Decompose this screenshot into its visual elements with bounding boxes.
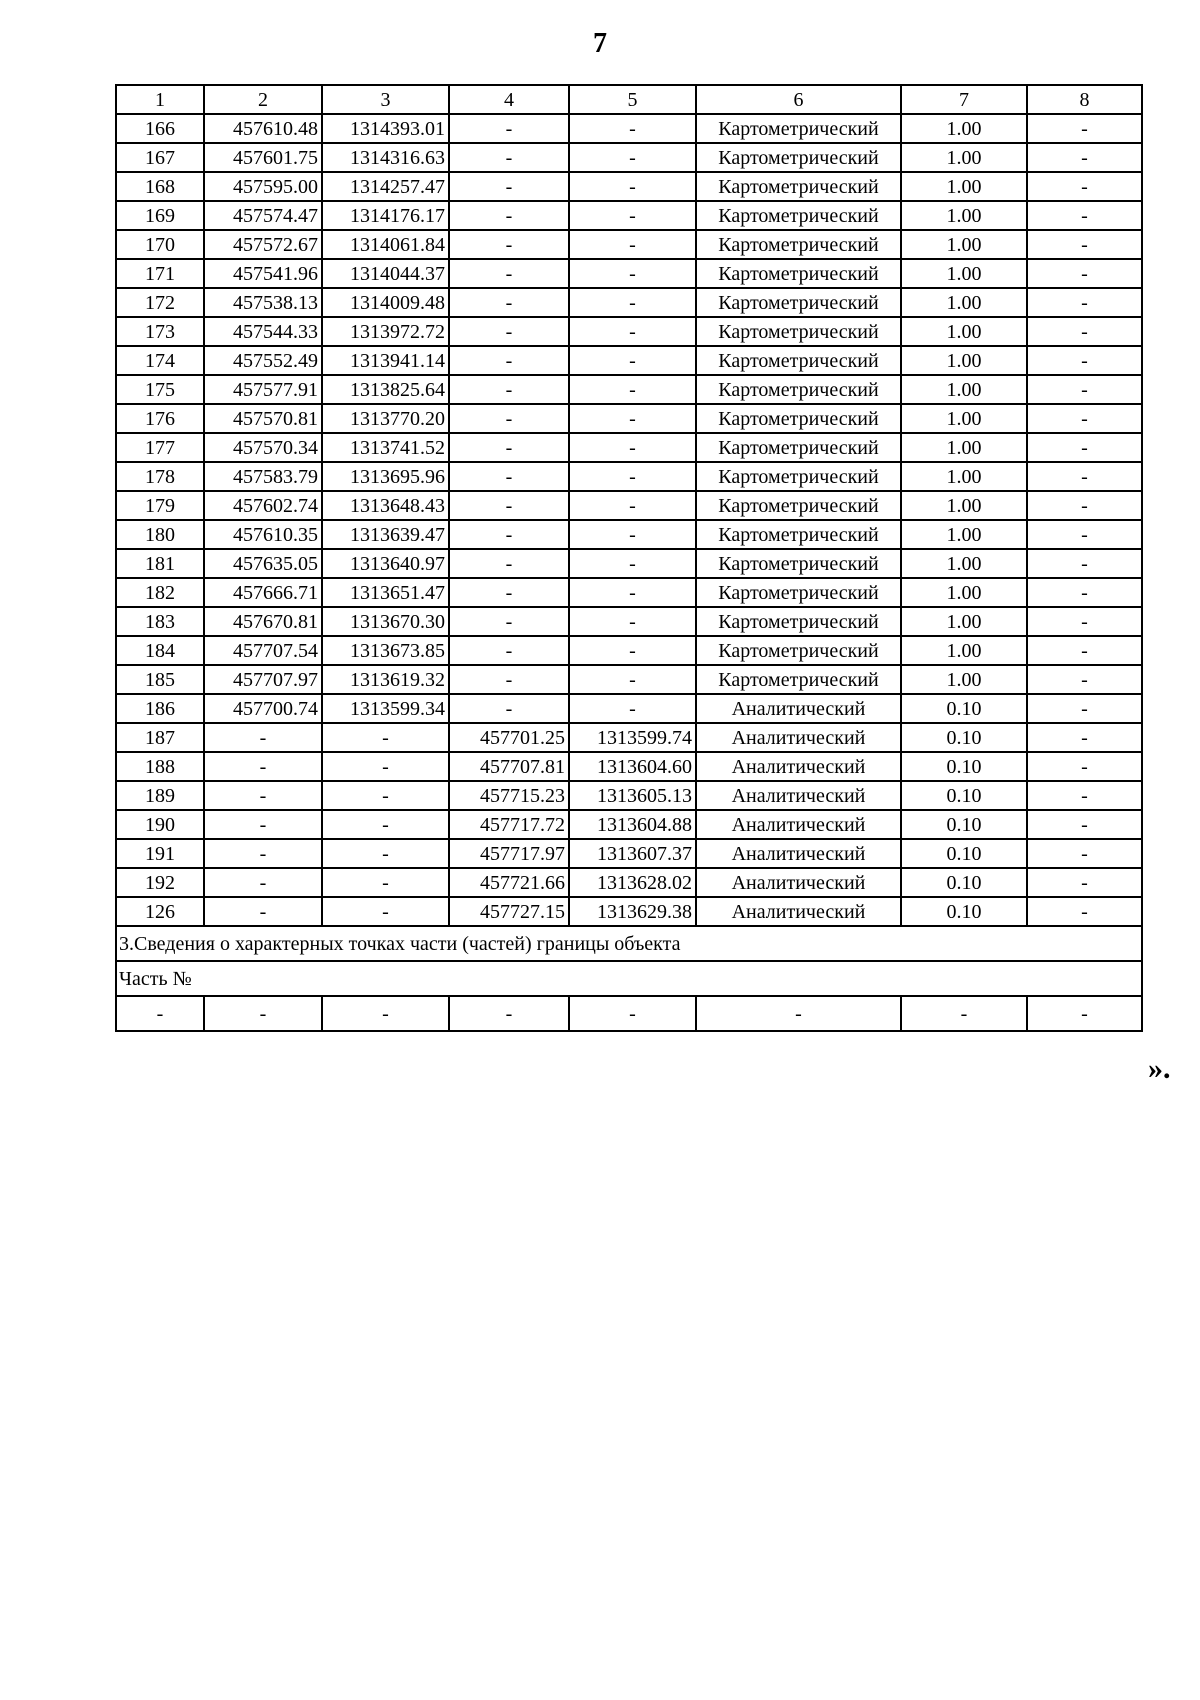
table-row [116, 868, 1142, 897]
method-cell: Аналитический [696, 781, 901, 810]
new-y-cell: - [569, 375, 696, 404]
point-number-cell: 168 [116, 172, 204, 201]
method-cell: Картометрический [696, 230, 901, 259]
accuracy-cell: 0.10 [901, 897, 1027, 926]
method-cell: Картометрический [696, 607, 901, 636]
existing-x-cell: 457595.00 [204, 172, 322, 201]
description-cell: - [1027, 723, 1142, 752]
empty-cell: - [1027, 996, 1142, 1031]
new-y-cell: 1313599.74 [569, 723, 696, 752]
accuracy-cell: 1.00 [901, 172, 1027, 201]
empty-part-row [116, 996, 1142, 1031]
accuracy-cell: 1.00 [901, 288, 1027, 317]
existing-y-cell: 1313640.97 [322, 549, 449, 578]
point-number-cell: 170 [116, 230, 204, 259]
existing-x-cell: 457570.34 [204, 433, 322, 462]
description-cell: - [1027, 114, 1142, 143]
existing-x-cell: - [204, 868, 322, 897]
description-cell: - [1027, 201, 1142, 230]
new-y-cell: - [569, 230, 696, 259]
existing-y-cell: 1314393.01 [322, 114, 449, 143]
existing-x-cell: - [204, 810, 322, 839]
existing-x-cell: 457541.96 [204, 259, 322, 288]
new-y-cell: - [569, 404, 696, 433]
accuracy-cell: 0.10 [901, 752, 1027, 781]
coordinates-table-container [115, 84, 1143, 1032]
new-x-cell: - [449, 201, 569, 230]
existing-x-cell: 457700.74 [204, 694, 322, 723]
existing-x-cell: 457574.47 [204, 201, 322, 230]
existing-y-cell: 1314176.17 [322, 201, 449, 230]
point-number-cell: 171 [116, 259, 204, 288]
method-cell: Картометрический [696, 665, 901, 694]
description-cell: - [1027, 868, 1142, 897]
accuracy-cell: 1.00 [901, 143, 1027, 172]
new-x-cell: - [449, 404, 569, 433]
existing-y-cell: 1314009.48 [322, 288, 449, 317]
method-cell: Картометрический [696, 259, 901, 288]
accuracy-cell: 1.00 [901, 665, 1027, 694]
existing-x-cell: - [204, 723, 322, 752]
part-label-row [116, 961, 1142, 996]
new-y-cell: - [569, 520, 696, 549]
point-number-cell: 175 [116, 375, 204, 404]
existing-x-cell: - [204, 752, 322, 781]
point-number-cell: 186 [116, 694, 204, 723]
new-x-cell: - [449, 288, 569, 317]
method-cell: Картометрический [696, 404, 901, 433]
description-cell: - [1027, 259, 1142, 288]
new-x-cell: - [449, 578, 569, 607]
new-y-cell: - [569, 317, 696, 346]
existing-x-cell: - [204, 839, 322, 868]
table-row [116, 259, 1142, 288]
existing-x-cell: 457635.05 [204, 549, 322, 578]
accuracy-cell: 1.00 [901, 317, 1027, 346]
point-number-cell: 188 [116, 752, 204, 781]
new-y-cell: - [569, 114, 696, 143]
method-cell: Картометрический [696, 201, 901, 230]
existing-x-cell: - [204, 897, 322, 926]
new-x-cell: - [449, 114, 569, 143]
coordinates-table [115, 84, 1143, 1032]
new-y-cell: 1313607.37 [569, 839, 696, 868]
new-x-cell: 457707.81 [449, 752, 569, 781]
existing-y-cell: 1314061.84 [322, 230, 449, 259]
column-header: 4 [449, 85, 569, 114]
point-number-cell: 181 [116, 549, 204, 578]
new-y-cell: - [569, 491, 696, 520]
point-number-cell: 126 [116, 897, 204, 926]
point-number-cell: 185 [116, 665, 204, 694]
new-x-cell: - [449, 549, 569, 578]
new-y-cell: - [569, 636, 696, 665]
accuracy-cell: 1.00 [901, 636, 1027, 665]
new-x-cell: - [449, 607, 569, 636]
description-cell: - [1027, 172, 1142, 201]
table-body [116, 85, 1142, 1031]
table-row [116, 607, 1142, 636]
point-number-cell: 187 [116, 723, 204, 752]
table-row [116, 201, 1142, 230]
empty-cell: - [569, 996, 696, 1031]
accuracy-cell: 1.00 [901, 607, 1027, 636]
existing-y-cell: 1313670.30 [322, 607, 449, 636]
new-y-cell: - [569, 462, 696, 491]
table-row [116, 520, 1142, 549]
existing-y-cell: 1314044.37 [322, 259, 449, 288]
accuracy-cell: 1.00 [901, 433, 1027, 462]
table-row [116, 346, 1142, 375]
new-x-cell: 457721.66 [449, 868, 569, 897]
new-x-cell: - [449, 433, 569, 462]
part-label: Часть № [116, 961, 1142, 996]
existing-x-cell: 457707.54 [204, 636, 322, 665]
new-x-cell: - [449, 665, 569, 694]
description-cell: - [1027, 781, 1142, 810]
description-cell: - [1027, 694, 1142, 723]
accuracy-cell: 0.10 [901, 694, 1027, 723]
description-cell: - [1027, 375, 1142, 404]
accuracy-cell: 0.10 [901, 810, 1027, 839]
new-x-cell: - [449, 694, 569, 723]
table-row [116, 491, 1142, 520]
new-x-cell: - [449, 259, 569, 288]
method-cell: Картометрический [696, 520, 901, 549]
existing-x-cell: 457577.91 [204, 375, 322, 404]
section-title-row [116, 926, 1142, 961]
new-x-cell: - [449, 520, 569, 549]
new-x-cell: - [449, 230, 569, 259]
table-row [116, 578, 1142, 607]
method-cell: Картометрический [696, 317, 901, 346]
description-cell: - [1027, 578, 1142, 607]
table-row [116, 375, 1142, 404]
new-x-cell: 457715.23 [449, 781, 569, 810]
existing-y-cell: 1313673.85 [322, 636, 449, 665]
accuracy-cell: 1.00 [901, 375, 1027, 404]
new-x-cell: - [449, 462, 569, 491]
empty-cell: - [322, 996, 449, 1031]
point-number-cell: 178 [116, 462, 204, 491]
accuracy-cell: 1.00 [901, 259, 1027, 288]
new-x-cell: 457717.72 [449, 810, 569, 839]
existing-x-cell: 457572.67 [204, 230, 322, 259]
description-cell: - [1027, 636, 1142, 665]
table-row [116, 636, 1142, 665]
existing-x-cell: 457552.49 [204, 346, 322, 375]
existing-y-cell: 1313825.64 [322, 375, 449, 404]
existing-y-cell: 1313770.20 [322, 404, 449, 433]
point-number-cell: 182 [116, 578, 204, 607]
new-y-cell: - [569, 143, 696, 172]
existing-y-cell: 1313639.47 [322, 520, 449, 549]
new-y-cell: - [569, 578, 696, 607]
existing-y-cell: 1313619.32 [322, 665, 449, 694]
column-header: 8 [1027, 85, 1142, 114]
new-y-cell: - [569, 288, 696, 317]
method-cell: Аналитический [696, 694, 901, 723]
empty-cell: - [696, 996, 901, 1031]
closing-quote-mark: ». [1148, 1052, 1171, 1085]
existing-y-cell: - [322, 839, 449, 868]
new-x-cell: 457717.97 [449, 839, 569, 868]
existing-y-cell: 1313941.14 [322, 346, 449, 375]
table-row [116, 288, 1142, 317]
point-number-cell: 190 [116, 810, 204, 839]
existing-y-cell: - [322, 723, 449, 752]
point-number-cell: 183 [116, 607, 204, 636]
point-number-cell: 166 [116, 114, 204, 143]
description-cell: - [1027, 520, 1142, 549]
accuracy-cell: 1.00 [901, 201, 1027, 230]
new-y-cell: - [569, 665, 696, 694]
method-cell: Картометрический [696, 491, 901, 520]
description-cell: - [1027, 810, 1142, 839]
existing-y-cell: - [322, 897, 449, 926]
page-number: 7 [593, 28, 607, 59]
description-cell: - [1027, 607, 1142, 636]
table-row [116, 752, 1142, 781]
table-row [116, 839, 1142, 868]
method-cell: Картометрический [696, 346, 901, 375]
existing-y-cell: 1313741.52 [322, 433, 449, 462]
description-cell: - [1027, 491, 1142, 520]
description-cell: - [1027, 433, 1142, 462]
point-number-cell: 167 [116, 143, 204, 172]
accuracy-cell: 0.10 [901, 839, 1027, 868]
column-header: 1 [116, 85, 204, 114]
table-row [116, 665, 1142, 694]
existing-x-cell: 457583.79 [204, 462, 322, 491]
existing-y-cell: 1313651.47 [322, 578, 449, 607]
table-row [116, 810, 1142, 839]
description-cell: - [1027, 346, 1142, 375]
method-cell: Аналитический [696, 723, 901, 752]
new-x-cell: - [449, 346, 569, 375]
empty-cell: - [449, 996, 569, 1031]
column-header: 2 [204, 85, 322, 114]
new-x-cell: 457701.25 [449, 723, 569, 752]
accuracy-cell: 1.00 [901, 549, 1027, 578]
existing-x-cell: 457570.81 [204, 404, 322, 433]
table-row [116, 723, 1142, 752]
new-x-cell: - [449, 375, 569, 404]
existing-x-cell: 457610.35 [204, 520, 322, 549]
new-x-cell: - [449, 143, 569, 172]
new-y-cell: - [569, 172, 696, 201]
accuracy-cell: 1.00 [901, 491, 1027, 520]
new-y-cell: 1313604.88 [569, 810, 696, 839]
method-cell: Аналитический [696, 839, 901, 868]
new-y-cell: - [569, 259, 696, 288]
method-cell: Картометрический [696, 433, 901, 462]
description-cell: - [1027, 665, 1142, 694]
method-cell: Картометрический [696, 636, 901, 665]
table-row [116, 404, 1142, 433]
column-header: 7 [901, 85, 1027, 114]
new-x-cell: - [449, 636, 569, 665]
existing-x-cell: 457670.81 [204, 607, 322, 636]
description-cell: - [1027, 143, 1142, 172]
method-cell: Картометрический [696, 462, 901, 491]
new-x-cell: - [449, 491, 569, 520]
existing-y-cell: 1313599.34 [322, 694, 449, 723]
existing-y-cell: 1314257.47 [322, 172, 449, 201]
existing-x-cell: 457602.74 [204, 491, 322, 520]
method-cell: Картометрический [696, 172, 901, 201]
point-number-cell: 192 [116, 868, 204, 897]
new-y-cell: - [569, 694, 696, 723]
table-row [116, 462, 1142, 491]
method-cell: Аналитический [696, 752, 901, 781]
existing-x-cell: 457666.71 [204, 578, 322, 607]
description-cell: - [1027, 230, 1142, 259]
column-number-row [116, 85, 1142, 114]
new-y-cell: 1313629.38 [569, 897, 696, 926]
table-row [116, 172, 1142, 201]
point-number-cell: 173 [116, 317, 204, 346]
new-y-cell: - [569, 346, 696, 375]
table-row [116, 230, 1142, 259]
description-cell: - [1027, 462, 1142, 491]
new-y-cell: - [569, 201, 696, 230]
accuracy-cell: 0.10 [901, 781, 1027, 810]
description-cell: - [1027, 897, 1142, 926]
table-row [116, 143, 1142, 172]
point-number-cell: 179 [116, 491, 204, 520]
existing-y-cell: 1313695.96 [322, 462, 449, 491]
new-y-cell: - [569, 549, 696, 578]
existing-x-cell: 457707.97 [204, 665, 322, 694]
method-cell: Картометрический [696, 288, 901, 317]
new-x-cell: - [449, 172, 569, 201]
existing-x-cell: 457601.75 [204, 143, 322, 172]
table-row [116, 549, 1142, 578]
empty-cell: - [901, 996, 1027, 1031]
column-header: 5 [569, 85, 696, 114]
accuracy-cell: 1.00 [901, 114, 1027, 143]
new-x-cell: 457727.15 [449, 897, 569, 926]
method-cell: Аналитический [696, 897, 901, 926]
existing-x-cell: - [204, 781, 322, 810]
existing-y-cell: 1313648.43 [322, 491, 449, 520]
method-cell: Картометрический [696, 143, 901, 172]
method-cell: Аналитический [696, 868, 901, 897]
empty-cell: - [204, 996, 322, 1031]
new-y-cell: 1313604.60 [569, 752, 696, 781]
description-cell: - [1027, 317, 1142, 346]
method-cell: Аналитический [696, 810, 901, 839]
method-cell: Картометрический [696, 578, 901, 607]
accuracy-cell: 1.00 [901, 404, 1027, 433]
accuracy-cell: 1.00 [901, 462, 1027, 491]
table-row [116, 433, 1142, 462]
table-row [116, 114, 1142, 143]
description-cell: - [1027, 752, 1142, 781]
point-number-cell: 177 [116, 433, 204, 462]
existing-x-cell: 457538.13 [204, 288, 322, 317]
accuracy-cell: 1.00 [901, 346, 1027, 375]
existing-y-cell: - [322, 781, 449, 810]
point-number-cell: 189 [116, 781, 204, 810]
point-number-cell: 174 [116, 346, 204, 375]
column-header: 6 [696, 85, 901, 114]
new-y-cell: 1313605.13 [569, 781, 696, 810]
point-number-cell: 169 [116, 201, 204, 230]
existing-x-cell: 457544.33 [204, 317, 322, 346]
accuracy-cell: 1.00 [901, 230, 1027, 259]
accuracy-cell: 0.10 [901, 723, 1027, 752]
empty-cell: - [116, 996, 204, 1031]
description-cell: - [1027, 839, 1142, 868]
table-row [116, 694, 1142, 723]
method-cell: Картометрический [696, 375, 901, 404]
existing-y-cell: - [322, 868, 449, 897]
column-header: 3 [322, 85, 449, 114]
point-number-cell: 184 [116, 636, 204, 665]
point-number-cell: 172 [116, 288, 204, 317]
table-row [116, 781, 1142, 810]
accuracy-cell: 1.00 [901, 578, 1027, 607]
existing-y-cell: 1314316.63 [322, 143, 449, 172]
new-x-cell: - [449, 317, 569, 346]
existing-y-cell: - [322, 810, 449, 839]
table-row [116, 317, 1142, 346]
description-cell: - [1027, 404, 1142, 433]
section-title: 3.Сведения о характерных точках части (частей) границы объекта [116, 926, 1142, 961]
description-cell: - [1027, 288, 1142, 317]
point-number-cell: 180 [116, 520, 204, 549]
method-cell: Картометрический [696, 549, 901, 578]
accuracy-cell: 1.00 [901, 520, 1027, 549]
existing-x-cell: 457610.48 [204, 114, 322, 143]
accuracy-cell: 0.10 [901, 868, 1027, 897]
description-cell: - [1027, 549, 1142, 578]
new-y-cell: - [569, 433, 696, 462]
point-number-cell: 191 [116, 839, 204, 868]
existing-y-cell: 1313972.72 [322, 317, 449, 346]
method-cell: Картометрический [696, 114, 901, 143]
point-number-cell: 176 [116, 404, 204, 433]
new-y-cell: 1313628.02 [569, 868, 696, 897]
existing-y-cell: - [322, 752, 449, 781]
new-y-cell: - [569, 607, 696, 636]
table-row [116, 897, 1142, 926]
